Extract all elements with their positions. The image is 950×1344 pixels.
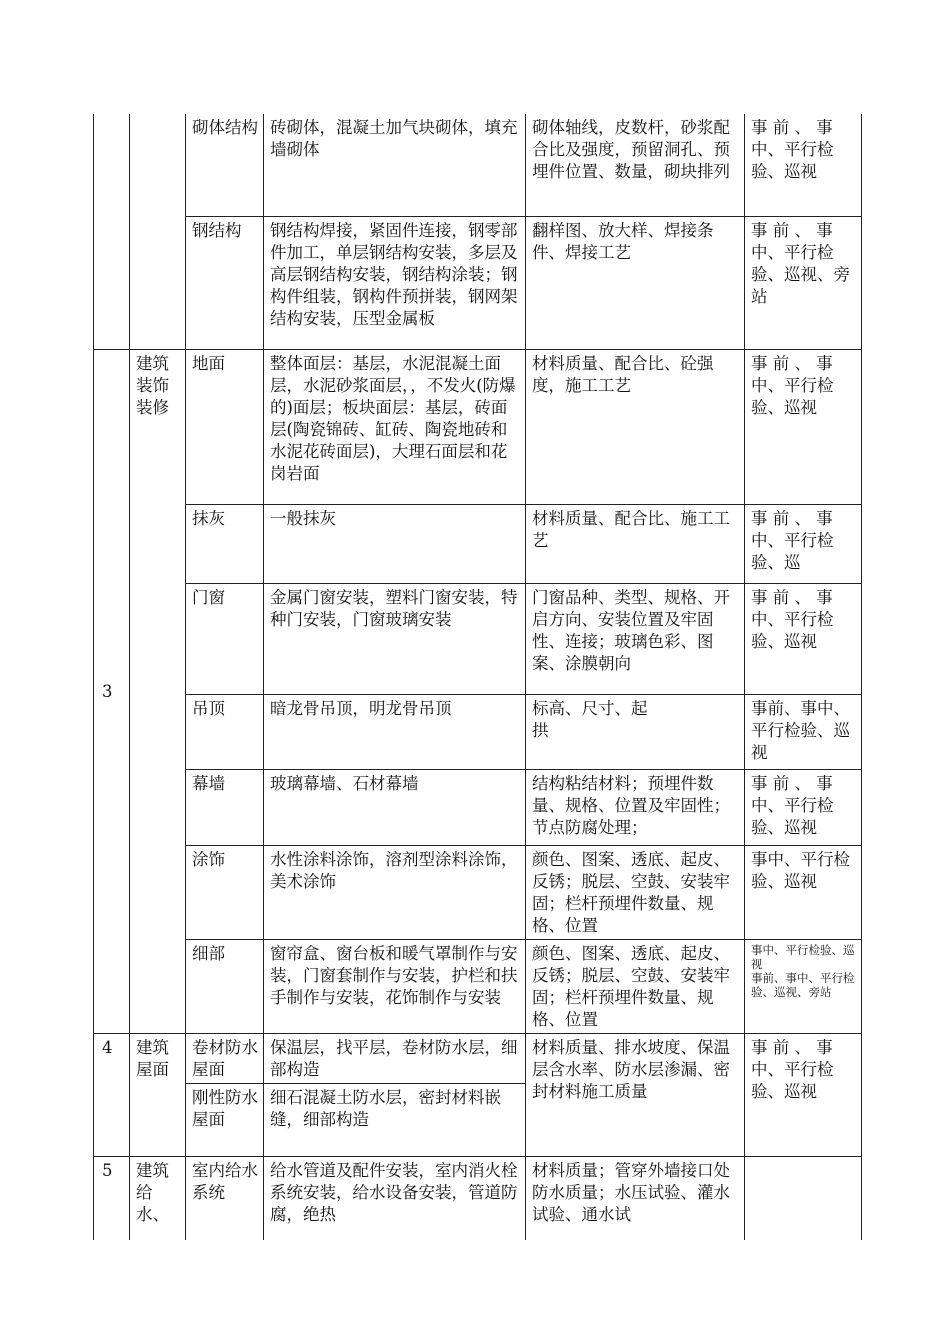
group-no: 3 [94,349,130,1033]
control-method: 事 前 、 事中、平行检验、巡视 [745,114,862,216]
table-row [94,694,862,769]
control-method: 事中、平行检验、巡视 [745,845,862,939]
sub-item-content: 水性涂料涂饰，溶剂型涂料涂饰，美术涂饰 [264,845,526,939]
group-no: 5 [94,1156,130,1240]
sub-item-content: 细石混凝土防水层，密封材料嵌缝，细部构造 [264,1083,526,1156]
control-points: 颜色、图案、透底、起皮、反锈；脱层、空鼓、安装牢固；栏杆预埋件数量、规格、位置 [526,845,745,939]
control-points: 颜色、图案、透底、起皮、反锈；脱层、空鼓、安装牢固；栏杆预埋件数量、规格、位置 [526,939,745,1033]
table-row [94,1156,862,1240]
control-points: 门窗品种、类型、规格、开启方向、安装位置及牢固性、连接；玻璃色彩、图案、涂膜朝向 [526,583,745,694]
control-method: 事 前 、 事中、平行检验、巡 [745,504,862,583]
table-row [94,845,862,939]
sub-item-content: 钢结构焊接，紧固件连接，钢零部件加工，单层钢结构安装，多层及高层钢结构安装，钢结构涂装；钢构件组装，钢构件预拼装，钢网架结构安装，压型金属板 [264,216,526,349]
control-points [526,694,745,769]
control-method-line: 事中、平行检验、巡视 [751,942,855,971]
control-method [745,1156,862,1240]
control-points: 材料质量、配合比、砼强度，施工工艺 [526,349,745,504]
control-method: 事前、事中、平行检验、巡视 [745,694,862,769]
group-no: 4 [94,1033,130,1156]
control-points-line: 拱 [532,720,549,740]
sub-item-name: 室内给水系统 [186,1156,264,1240]
table-row [94,939,862,1033]
table-row [94,504,862,583]
group-category: 建筑给水、 [130,1156,186,1240]
sub-item-name: 刚性防水屋面 [186,1083,264,1156]
sub-item-content: 砖砌体，混凝土加气块砌体，填充墙砌体 [264,114,526,216]
table-row [94,769,862,845]
table-row [94,1033,862,1083]
control-method-line: 事前、事中、平行检验、巡视、旁站 [751,970,855,999]
sub-item-content: 整体面层：基层，水泥混凝土面层，水泥砂浆面层，，不发火(防爆的)面层；板块面层：基层，砖面层(陶瓷锦砖、缸砖、陶瓷地砖和水泥花砖面层)，大理石面层和花岗岩面 [264,349,526,504]
sub-item-name: 细部 [186,939,264,1033]
sub-item-name: 涂饰 [186,845,264,939]
sub-item-content: 暗龙骨吊顶，明龙骨吊顶 [264,694,526,769]
control-points-line: 标高、尺寸、起 [532,698,648,718]
group-category: 建筑屋面 [130,1033,186,1156]
sub-item-name: 抹灰 [186,504,264,583]
control-method: 事 前 、 事中、平行检验、巡视 [745,349,862,504]
table-row [94,583,862,694]
control-points: 结构粘结材料；预埋件数量、规格、位置及牢固性；节点防腐处理； [526,769,745,845]
sub-item-content: 给水管道及配件安装，室内消火栓系统安装，给水设备安装，管道防腐，绝热 [264,1156,526,1240]
control-method: 事 前 、 事中、平行检验、巡视、旁站 [745,216,862,349]
control-points: 翻样图、放大样、焊接条件、焊接工艺 [526,216,745,349]
table-row [94,349,862,504]
control-points: 砌体轴线，皮数杆，砂浆配合比及强度，预留洞孔、预埋件位置、数量，砌块排列 [526,114,745,216]
sub-item-content: 一般抹灰 [264,504,526,583]
sub-item-name: 吊顶 [186,694,264,769]
sub-item-name: 幕墙 [186,769,264,845]
sub-item-name: 砌体结构 [186,114,264,216]
table-row [94,114,862,216]
control-points: 材料质量；管穿外墙接口处防水质量；水压试验、灌水试验、通水试 [526,1156,745,1240]
group-category: 建筑装饰装修 [130,349,186,1033]
sub-item-name: 地面 [186,349,264,504]
sub-item-content: 保温层，找平层，卷材防水层，细部构造 [264,1033,526,1083]
control-method: 事 前 、 事中、平行检验、巡视 [745,1033,862,1156]
control-method: 事 前 、 事中、平行检验、巡视 [745,769,862,845]
sub-item-content: 窗帘盒、窗台板和暖气罩制作与安装，门窗套制作与安装，护栏和扶手制作与安装，花饰制作与安装 [264,939,526,1033]
control-method [745,939,862,1033]
sub-item-name: 钢结构 [186,216,264,349]
table-row [94,216,862,349]
sub-item-name: 门窗 [186,583,264,694]
control-points: 材料质量、排水坡度、保温层含水率、防水层渗漏、密封材料施工质量 [526,1033,745,1156]
sub-item-content: 玻璃幕墙、石材幕墙 [264,769,526,845]
sub-item-name: 卷材防水屋面 [186,1033,264,1083]
control-points: 材料质量、配合比、施工工艺 [526,504,745,583]
group-category-cell [130,114,186,349]
group-no-cell [94,114,130,349]
inspection-table [93,114,862,1240]
control-method: 事 前 、 事中、平行检验、巡视 [745,583,862,694]
sub-item-content: 金属门窗安装，塑料门窗安装，特种门安装，门窗玻璃安装 [264,583,526,694]
